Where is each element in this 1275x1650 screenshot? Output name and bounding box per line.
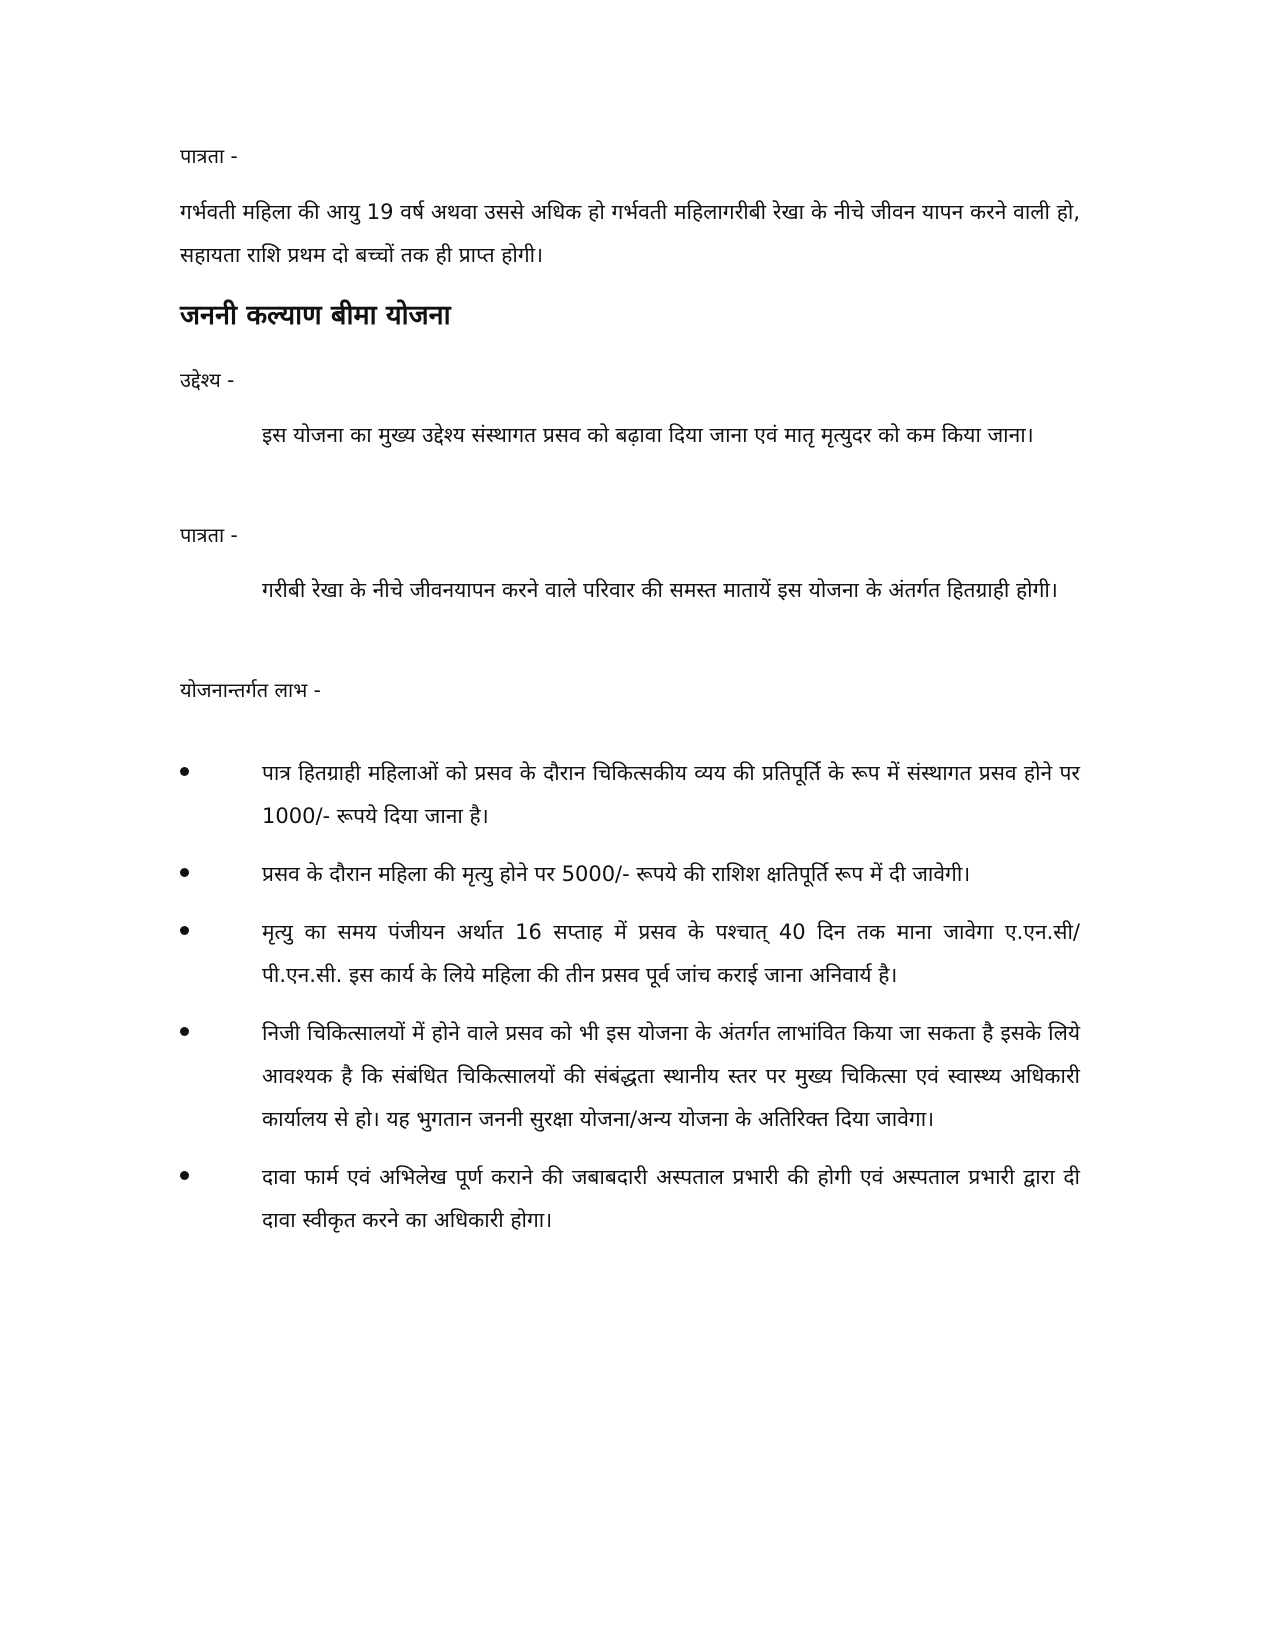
benefit-item xyxy=(180,853,1080,896)
objective-label: उद्देश्य - xyxy=(180,368,235,392)
eligibility-text-2: गरीबी रेखा के नीचे जीवनयापन करने वाले परिवार की समस्त मातायें इस योजना के अंतर्गत हितग्राही होगी। xyxy=(262,578,1058,602)
benefit-text: दावा फार्म एवं अभिलेख पूर्ण कराने की जबाबदारी अस्पताल प्रभारी की होगी एवं अस्पताल प्रभारी द्वारा दी दावा स्वीकृत करने का अधिकारी होगा। xyxy=(262,1165,1080,1232)
benefit-text: मृत्यु का समय पंजीयन अर्थात 16 सप्ताह में प्रसव के पश्चात् 40 दिन तक माना जावेगा ए.एन.सी/पी.एन.सी. इस कार्य के लिये महिला की तीन प्रसव पूर्व जांच कराई जाना अनिवार्य है। xyxy=(262,920,1080,987)
benefits-list xyxy=(180,752,1080,1242)
benefit-item xyxy=(180,1156,1080,1242)
benefits-label: योजनान्तर्गत लाभ - xyxy=(180,678,321,702)
benefit-text: निजी चिकित्सालयों में होने वाले प्रसव को भी इस योजना के अंतर्गत लाभांवित किया जा सकता है इसके लिये आवश्यक है कि संबंधित चिकित्सालयों की संबंद्धता स्थानीय स्तर पर मुख्य चिकित्सा एवं स्वास्थ्य अधिकारी कार्यालय से हो। यह भुगतान जननी सुरक्षा योजना/अन्य योजना के अतिरिक्त दिया जावेगा। xyxy=(262,1021,1080,1131)
benefit-item xyxy=(180,911,1080,997)
bullet-icon xyxy=(180,1027,189,1036)
eligibility-label-2: पात्रता - xyxy=(180,523,238,547)
bullet-icon xyxy=(180,868,189,877)
benefit-item xyxy=(180,752,1080,838)
benefit-item xyxy=(180,1012,1080,1141)
eligibility-text-1: गर्भवती महिला की आयु 19 वर्ष अथवा उससे अधिक हो गर्भवती महिलागरीबी रेखा के नीचे जीवन यापन करने वाली हो, सहायता राशि प्रथम दो बच्चों तक ही प्राप्त होगी। xyxy=(180,200,1080,267)
scheme-title: जननी कल्याण बीमा योजना xyxy=(180,300,451,331)
bullet-icon xyxy=(180,926,189,935)
eligibility-label-1: पात्रता - xyxy=(180,144,238,168)
bullet-icon xyxy=(180,1171,189,1180)
bullet-icon xyxy=(180,767,189,776)
objective-text: इस योजना का मुख्य उद्देश्य संस्थागत प्रसव को बढ़ावा दिया जाना एवं मातृ मृत्युदर को कम किया जाना। xyxy=(262,423,1034,447)
benefit-text: पात्र हितग्राही महिलाओं को प्रसव के दौरान चिकित्सकीय व्यय की प्रतिपूर्ति के रूप में संस्थागत प्रसव होने पर 1000/- रूपये दिया जाना है। xyxy=(262,761,1080,828)
benefit-text: प्रसव के दौरान महिला की मृत्यु होने पर 5000/- रूपये की राशिश क्षतिपूर्ति रूप में दी जावेगी। xyxy=(262,862,971,886)
